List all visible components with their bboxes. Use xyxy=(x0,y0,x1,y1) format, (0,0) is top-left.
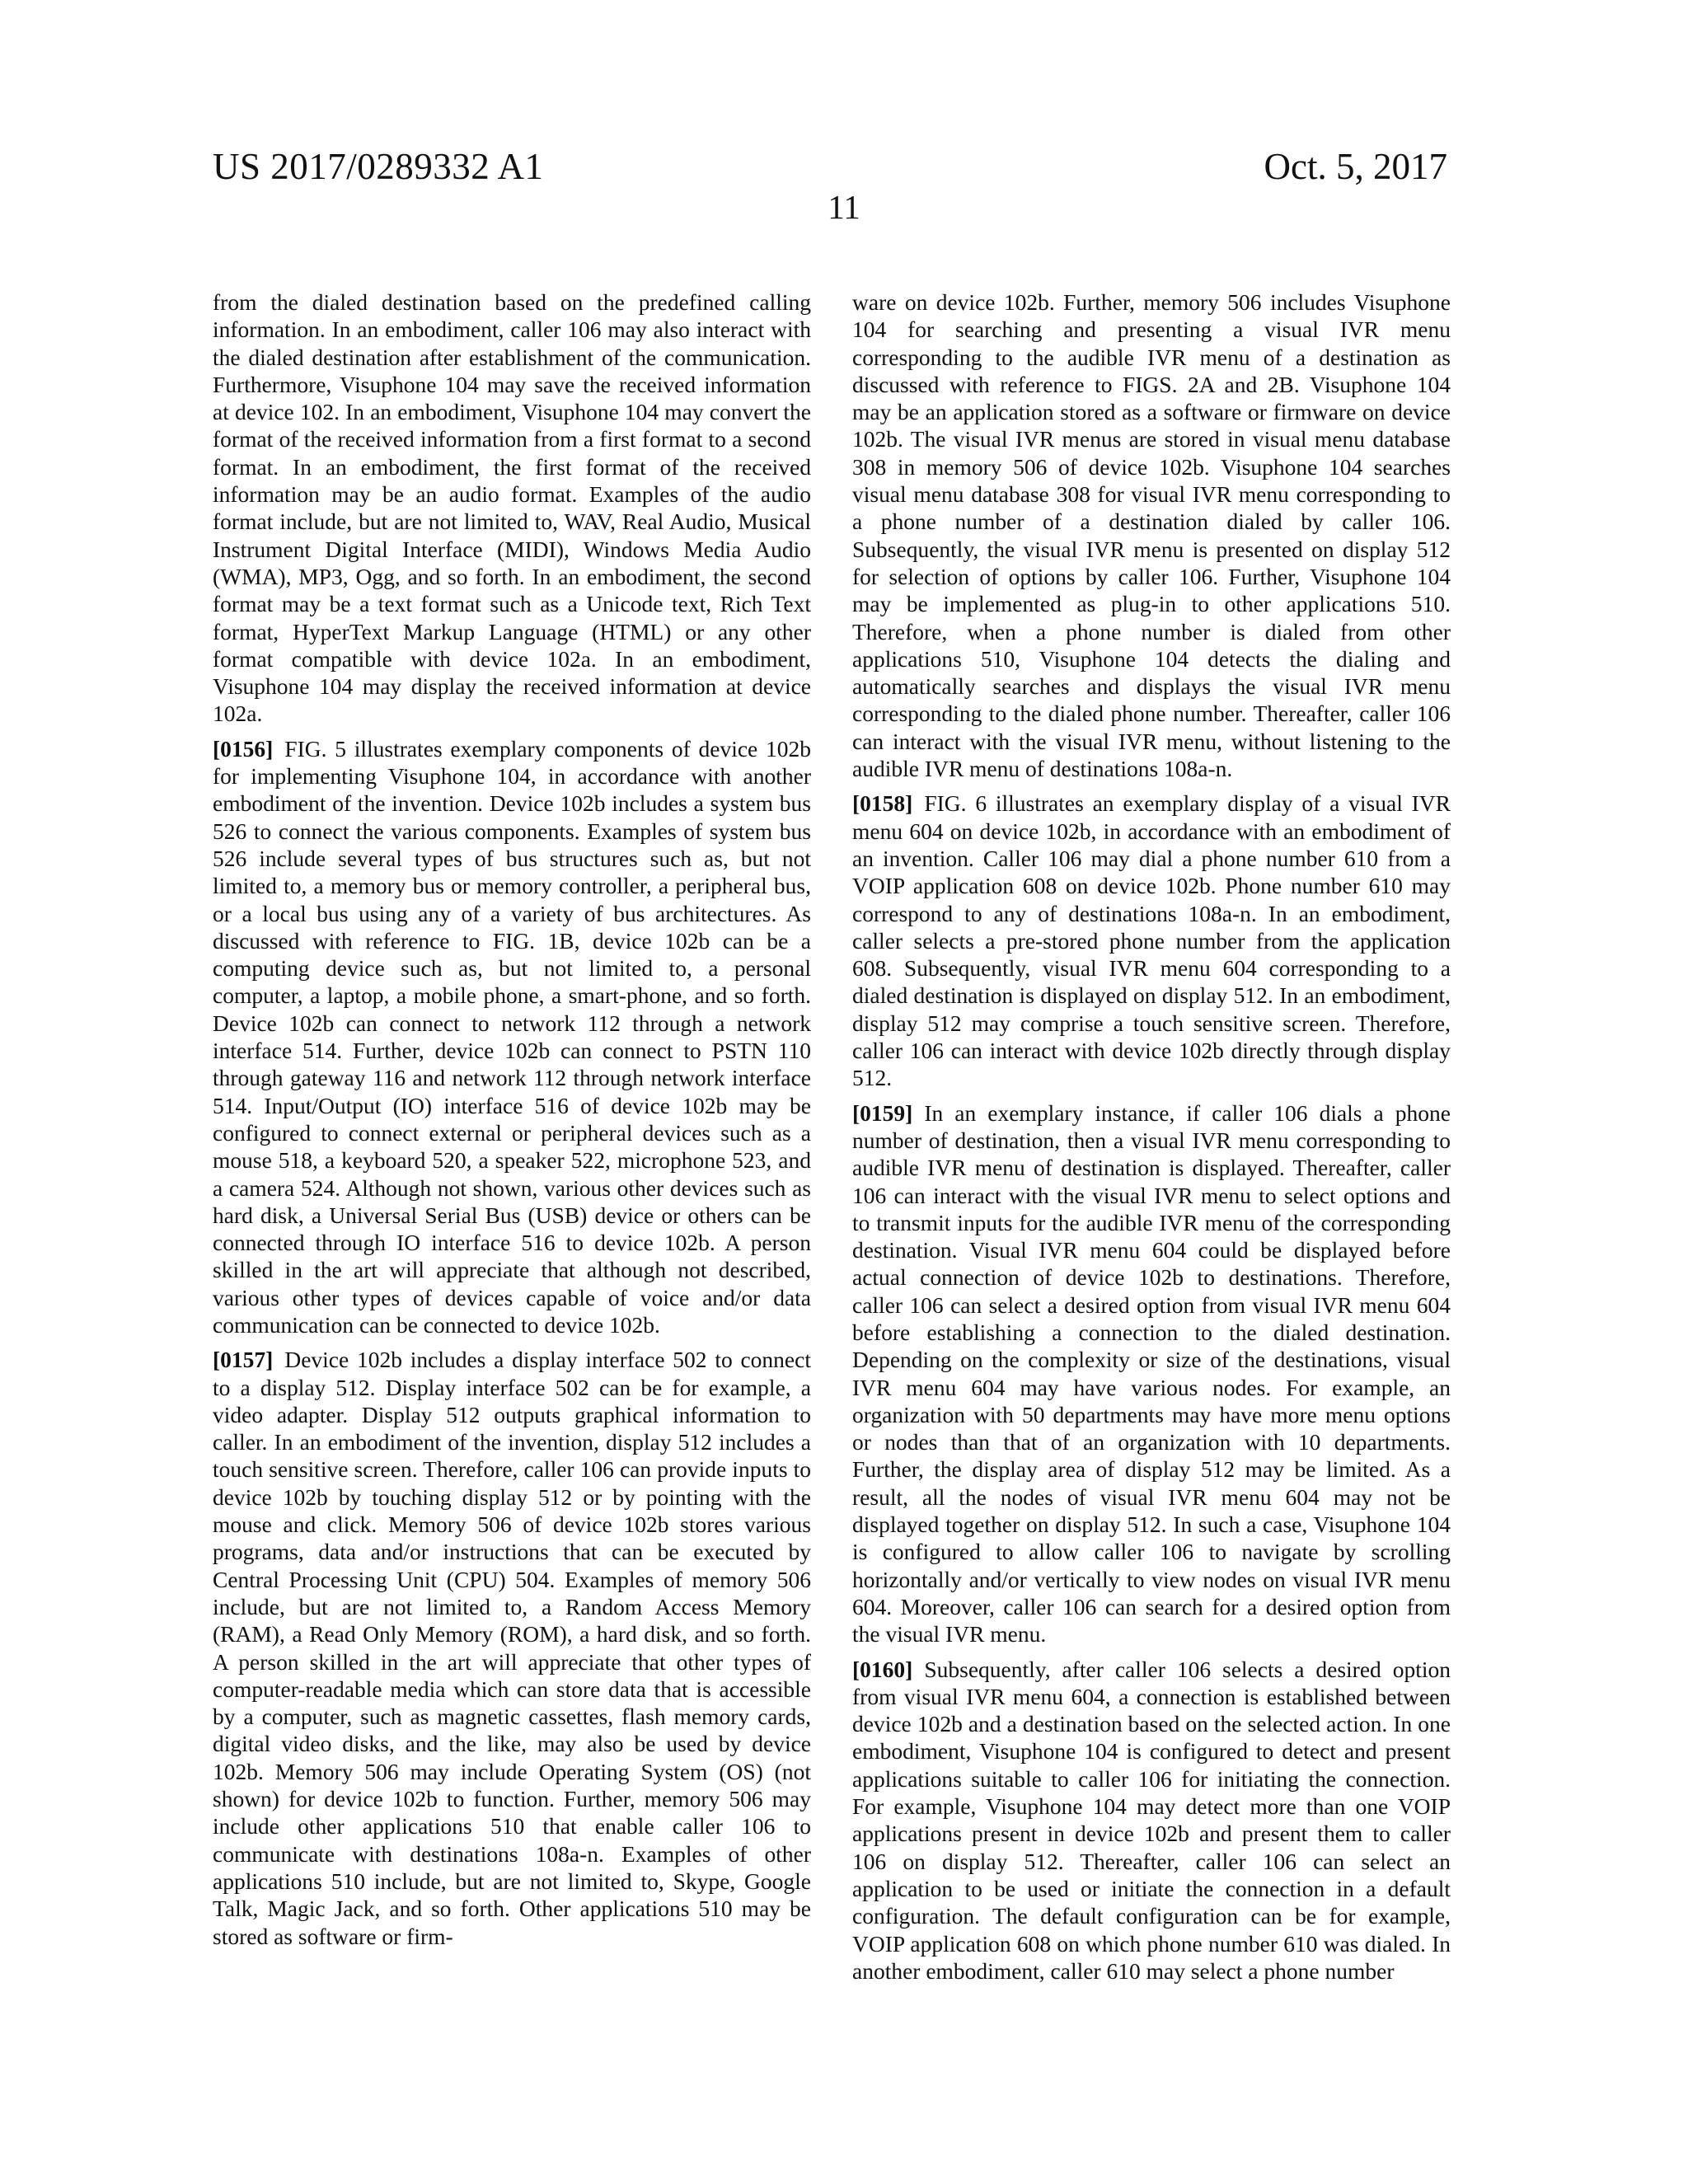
paragraph-continuation: ware on device 102b. Further, memory 506 includes Visuphone 104 for searching and presenting a visual IVR menu corresponding to the audible IVR menu of a destination as discussed with reference to FIGS. 2A and 2B. Visuphone 104 may be an application stored as a software or firmware on device 102b. The visual IVR menus are stored in visual menu database 308 in memory 506 of device 102b. Visuphone 104 searches visual menu database 308 for visual IVR menu corresponding to a phone number of a destination dialed by caller 106. Subsequently, the visual IVR menu is presented on display 512 for selection of options by caller 106. Further, Visuphone 104 may be implemented as plug-in to other applications 510. Therefore, when a phone number is dialed from other applications 510, Visuphone 104 detects the dialing and automatically searches and displays the visual IVR menu corresponding to the dialed phone number. Thereafter, caller 106 can interact with the visual IVR menu, without listening to the audible IVR menu of destinations 108a-n. xyxy=(852,289,1451,782)
paragraph-id: [0160] xyxy=(852,1656,913,1682)
paragraph-id: [0156] xyxy=(213,735,274,762)
paragraph-text: Device 102b includes a display interface 502 to connect to a display 512. Display interface 502 can be for example, a video adapter. Display 512 outputs graphical information to caller. In an embodiment of the invention, display 512 includes a touch sensitive screen. Therefore, caller 106 can provide inputs to device 102b by touching display 512 or by pointing with the mouse and click. Memory 506 of device 102b stores various programs, data and/or instructions that can be executed by Central Processing Unit (CPU) 504. Examples of memory 506 include, but are not limited to, a Random Access Memory (RAM), a Read Only Memory (ROM), a hard disk, and so forth. A person skilled in the art will appreciate that other types of computer-readable media which can store data that is accessible by a computer, such as magnetic cassettes, flash memory cards, digital video disks, and the like, may also be used by device 102b. Memory 506 may include Operating System (OS) (not shown) for device 102b to function. Further, memory 506 may include other applications 510 that enable caller 106 to communicate with destinations 108a-n. Examples of other applications 510 include, but are not limited to, Skype, Google Talk, Magic Jack, and so forth. Other applications 510 may be stored as software or firm- xyxy=(213,1347,811,1949)
left-column xyxy=(213,288,811,1957)
paragraph-continuation: from the dialed destination based on the predefined calling information. In an embodiment, caller 106 may also interact with the dialed destination after establishment of the communication. Furthermore, Visuphone 104 may save the received information at device 102. In an embodiment, Visuphone 104 may convert the format of the received information from a first format to a second format. In an embodiment, the first format of the received information may be an audio format. Examples of the audio format include, but are not limited to, WAV, Real Audio, Musical Instrument Digital Interface (MIDI), Windows Media Audio (WMA), MP3, Ogg, and so forth. In an embodiment, the second format may be a text format such as a Unicode text, Rich Text format, HyperText Markup Language (HTML) or any other format compatible with device 102a. In an embodiment, Visuphone 104 may display the received information at device 102a. xyxy=(213,289,811,727)
paragraph-0159 xyxy=(852,1099,1451,1648)
paragraph-id: [0159] xyxy=(852,1099,913,1126)
paragraph-0157 xyxy=(213,1346,811,1950)
paragraph-text: FIG. 5 illustrates exemplary components of device 102b for implementing Visuphone 104, in accordance with another embodiment of the invention. Device 102b includes a system bus 526 to connect the various components. Examples of system bus 526 include several types of bus structures such as, but not limited to, a memory bus or memory controller, a peripheral bus, or a local bus using any of a variety of bus architectures. As discussed with reference to FIG. 1B, device 102b can be a computing device such as, but not limited to, a personal computer, a laptop, a mobile phone, a smart-phone, and so forth. Device 102b can connect to network 112 through a network interface 514. Further, device 102b can connect to PSTN 110 through gateway 116 and network 112 through network interface 514. Input/Output (IO) interface 516 of device 102b may be configured to connect external or peripheral devices such as a mouse 518, a keyboard 520, a speaker 522, microphone 523, and a camera 524. Although not shown, various other devices such as hard disk, a Universal Serial Bus (USB) device or others can be connected through IO interface 516 to device 102b. A person skilled in the art will appreciate that although not described, various other types of devices capable of voice and/or data communication can be connected to device 102b. xyxy=(213,735,811,1338)
paragraph-0156 xyxy=(213,735,811,1339)
paragraph-0160 xyxy=(852,1656,1451,1985)
header-publication-number: US 2017/0289332 A1 xyxy=(213,146,544,187)
paragraph-0158 xyxy=(852,790,1451,1091)
page-number: 11 xyxy=(828,188,860,226)
right-column xyxy=(852,288,1451,1992)
paragraph-text: Subsequently, after caller 106 selects a desired option from visual IVR menu 604, a connection is established between device 102b and a destination based on the selected action. In one embodiment, Visuphone 104 is configured to detect and present applications suitable to caller 106 for initiating the connection. For example, Visuphone 104 may detect more than one VOIP applications present in device 102b and present them to caller 106 on display 512. Thereafter, caller 106 can select an application to be used or initiate the connection in a default configuration. The default configuration can be for example, VOIP application 608 on which phone number 610 was dialed. In another embodiment, caller 610 may select a phone number xyxy=(852,1656,1451,1984)
paragraph-id: [0158] xyxy=(852,790,913,817)
paragraph-text: In an exemplary instance, if caller 106 dials a phone number of destination, then a visual IVR menu corresponding to audible IVR menu of destination is displayed. Thereafter, caller 106 can interact with the visual IVR menu to select options and to transmit inputs for the audible IVR menu of the corresponding destination. Visual IVR menu 604 could be displayed before actual connection of device 102b to destinations. Therefore, caller 106 can select a desired option from visual IVR menu 604 before establishing a connection to the dialed destination. Depending on the complexity or size of the destinations, visual IVR menu 604 may have various nodes. For example, an organization with 50 departments may have more menu options or nodes than that of an organization with 10 departments. Further, the display area of display 512 may be limited. As a result, all the nodes of visual IVR menu 604 may not be displayed together on display 512. In such a case, Visuphone 104 is configured to allow caller 106 to navigate by scrolling horizontally and/or vertically to view nodes on visual IVR menu 604. Moreover, caller 106 can search for a desired option from the visual IVR menu. xyxy=(852,1099,1451,1647)
header-publication-date: Oct. 5, 2017 xyxy=(1264,146,1447,187)
paragraph-id: [0157] xyxy=(213,1347,274,1373)
paragraph-text: FIG. 6 illustrates an exemplary display of a visual IVR menu 604 on device 102b, in accordance with an embodiment of an invention. Caller 106 may dial a phone number 610 from a VOIP application 608 on device 102b. Phone number 610 may correspond to any of destinations 108a-n. In an embodiment, caller selects a pre-stored phone number from the application 608. Subsequently, visual IVR menu 604 corresponding to a dialed destination is displayed on display 512. In an embodiment, display 512 may comprise a touch sensitive screen. Therefore, caller 106 can interact with device 102b directly through display 512. xyxy=(852,790,1451,1091)
